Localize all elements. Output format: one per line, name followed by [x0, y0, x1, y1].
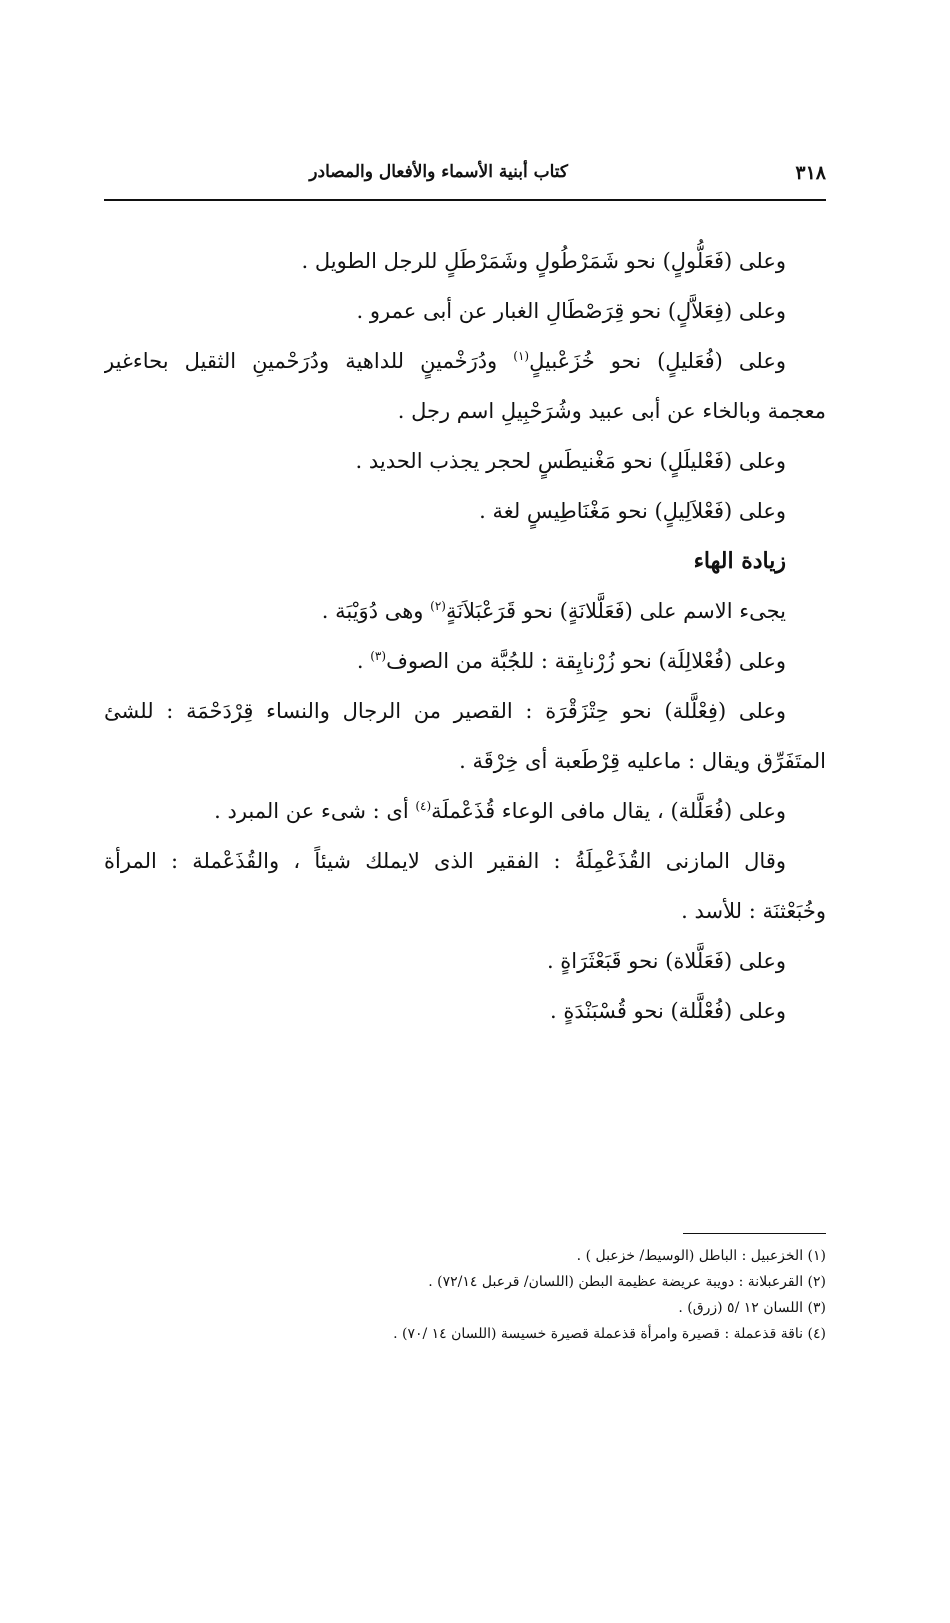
footnote-marker: (٤): [415, 799, 432, 813]
footnote-marker: (٣): [370, 649, 387, 663]
text-line: يجىء الاسم على (فَعَلَّلانَةٍ) نحو قَرَعْبَلاَنَةٍ$^{(٢)}$ وهى دُوَيْبَة .: [321, 599, 786, 623]
main-text: [104, 236, 826, 1036]
running-title: كتاب أبنية الأسماء والأفعال والمصادر: [309, 162, 568, 182]
page-number: ٣١٨: [795, 162, 826, 184]
text-line: وخُبَعْثنَة : للأسد .: [681, 899, 826, 923]
footnote: (٣) اللسان ١٢ /٥ (زرق) .: [678, 1300, 826, 1316]
page-header: [104, 158, 826, 198]
footnote: (٤) ناقة قذعملة : قصيرة وامرأة قذعملة قصيرة خسيسة (اللسان ١٤ /٧٠) .: [393, 1326, 826, 1342]
text-line: وعلى (فَعْلاَلِيلٍ) نحو مَغْنَاطِيسٍ لغة .: [479, 499, 786, 523]
section-heading: زيادة الهاء: [693, 548, 786, 574]
text-line: وعلى (فَعَلُّولٍ) نحو شَمَرْطُولٍ وشَمَرْطَلٍ للرجل الطويل .: [301, 249, 786, 273]
footnote: (٢) القرعبلانة : دويبة عريضة عظيمة البطن (اللسان/ قرعبل ٧٢/١٤) .: [428, 1274, 826, 1290]
header-rule: [104, 199, 826, 201]
footnotes: [104, 1243, 826, 1347]
text-line: وعلى (فِعَلاَّلٍ) نحو قِرَصْطَالِ الغبار عن أبى عمرو .: [356, 299, 786, 323]
footnote: (١) الخزعبيل : الباطل (الوسيط/ خزعبل ) .: [576, 1248, 826, 1264]
text-line: المتَفَرِّق ويقال : ماعليه قِرْطَعبة أى خِرْقَة .: [459, 749, 826, 773]
text-line: وعلى (فُعْلالِلَة) نحو زُرْنايِقة : للجُبَّة من الصوف$^{(٣)}$ .: [356, 649, 786, 673]
text-line: وعلى (فُعَلَّلة) ، يقال مافى الوعاء قُذَعْملَة$^{(٤)}$ أى : شىء عن المبرد .: [214, 799, 786, 823]
text-line: وعلى (فَعْليلَلٍ) نحو مَغْنيطَسٍ لحجر يجذب الحديد .: [355, 449, 786, 473]
text-line: وقال المازنى القُذَعْمِلَةُ : الفقير الذى لايملك شيئاً ، والقُذَعْملة : المرأة: [104, 849, 786, 873]
text-line: وعلى (فِعْلَّلة) نحو حِتْزَقْرَة : القصير من الرجال والنساء قِرْدَحْمَة : للشئ: [104, 699, 786, 723]
text-line: وعلى (فُعَليلٍ) نحو خُزَعْبيلٍ$^{(١)}$ ودُرَخْمينٍ للداهية ودُرَحْمينِ الثقيل بحاءغير: [104, 349, 786, 373]
footnote-rule: [683, 1233, 826, 1234]
footnote-marker: (١): [513, 349, 530, 363]
text-line: معجمة وبالخاء عن أبى عبيد وشُرَحْبِيلِ اسم رجل .: [397, 399, 826, 423]
text-line: وعلى (فُعْلَّلة) نحو قُسْبَنْدَةٍ .: [550, 999, 786, 1023]
footnote-marker: (٢): [430, 599, 446, 613]
text-line: وعلى (فَعَلَّلاة) نحو قَبَعْثَرَاةٍ .: [546, 949, 786, 973]
